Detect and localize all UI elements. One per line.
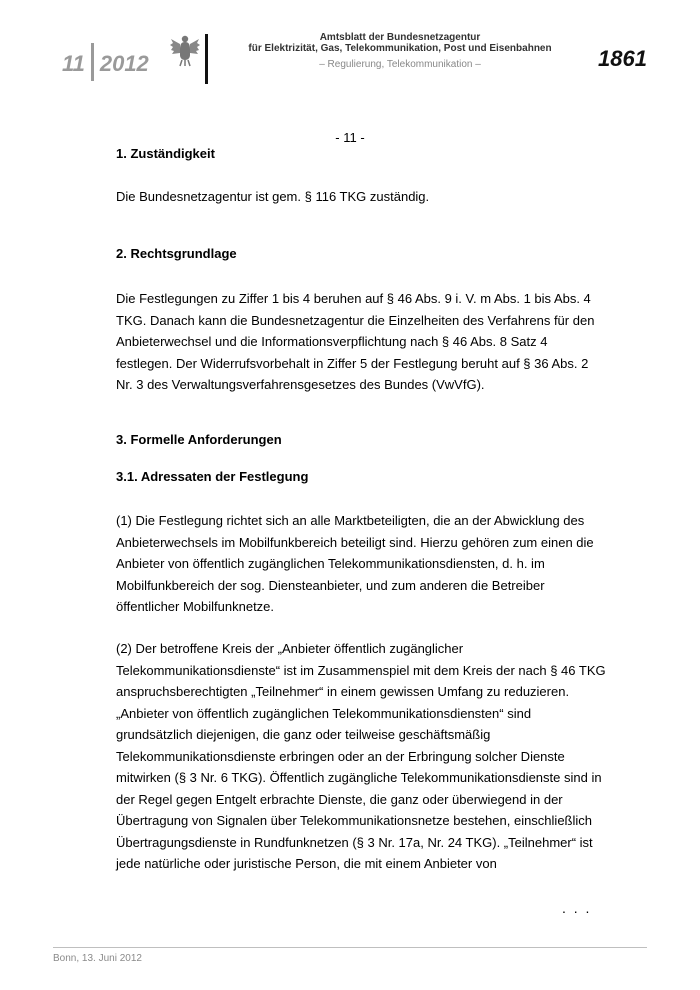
text-line: (2) Der betroffene Kreis der „Anbieter öffentlich zugänglicher <box>116 641 464 656</box>
page-marker: - 11 - <box>335 130 365 145</box>
text-line: grundsätzlich diejenigen, die ganz oder teilweise geschäftsmäßig <box>116 727 491 742</box>
text-line: festlegen. Der Widerrufsvorbehalt in Ziffer 5 der Festlegung beruht auf § 36 Abs. 2 <box>116 355 589 371</box>
text-line: öffentlicher Mobilfunknetze. <box>116 599 275 614</box>
text-line: mitwirken (§ 3 Nr. 6 TKG). Öffentlich zugängliche Telekommunikationsdienste sind in <box>116 770 602 785</box>
text-line: jede natürliche oder juristische Person, die mit einem Anbieter von <box>116 856 497 871</box>
footer-divider <box>53 947 647 948</box>
gazette-title: Amtsblatt der Bundesnetzagentur <box>319 32 481 43</box>
issue-number: 11 <box>62 50 85 76</box>
text-line: Die Festlegungen zu Ziffer 1 bis 4 beruhen auf § 46 Abs. 9 i. V. m Abs. 1 bis Abs. 4 <box>116 291 591 306</box>
federal-eagle-icon <box>170 33 200 67</box>
section-1-heading: 1. Zuständigkeit <box>116 146 215 161</box>
section-3-1-heading: 3.1. Adressaten der Festlegung <box>116 469 309 484</box>
text-line: anspruchsberechtigten „Teilnehmer“ in einem gewissen Umfang zu reduzieren. <box>116 684 570 699</box>
text-line: „Anbieter von öffentlich zugänglichen Telekommunikationsdiensten“ sind <box>116 705 532 721</box>
footer-date: Bonn, 13. Juni 2012 <box>53 953 142 964</box>
text-line: der Regel gegen Entgelt erbrachte Dienste, die ganz oder überwiegend in der <box>116 791 563 807</box>
continuation-marker: . . . <box>562 900 592 916</box>
text-line: Mobilfunkbereich der sog. Diensteanbieter, und zum anderen die Betreiber <box>116 577 545 593</box>
text-line: Nr. 3 des Verwaltungsverfahrensgesetzes des Bundes (VwVfG). <box>116 377 485 392</box>
paragraph-2 <box>116 638 606 875</box>
issue-separator <box>91 43 94 81</box>
text-line: Anbieterwechsel und die Informationsverpflichtung nach § 46 Abs. 8 Satz 4 <box>116 334 548 349</box>
issue-year: 2012 <box>99 50 149 76</box>
text-line: (1) Die Festlegung richtet sich an alle Marktbeteiligten, die an der Abwicklung des <box>116 513 585 528</box>
text-line: Anbieter von öffentlich zugänglichen Telekommunikationsdiensten, d. h. im <box>116 556 545 571</box>
section-3-heading: 3. Formelle Anforderungen <box>116 432 282 447</box>
gazette-subtitle: – Regulierung, Telekommunikation – <box>319 59 481 70</box>
text-line: TKG. Danach kann die Bundesnetzagentur die Einzelheiten des Verfahrens für den <box>116 312 595 328</box>
text-line: Telekommunikationsdienste“ ist im Zusammenspiel mit dem Kreis der nach § 46 TKG <box>116 662 606 678</box>
section-1-text: Die Bundesnetzagentur ist gem. § 116 TKG zuständig. <box>116 189 430 204</box>
text-line: Telekommunikationsdienste erbringen oder an der Erbringung solcher Dienste <box>116 748 565 764</box>
header-divider <box>205 34 208 84</box>
issue-label <box>62 46 149 84</box>
section-2-paragraph <box>116 288 594 396</box>
page-number: 1861 <box>598 46 647 71</box>
text-line: Anbieterwechsels im Mobilfunkbereich beteiligt sind. Hierzu gehören zum einen die <box>116 534 594 550</box>
text-line: Übertragungsdienste in Rundfunknetzen (§ 3 Nr. 17a, Nr. 24 TKG). „Teilnehmer“ ist <box>116 834 593 850</box>
section-2-heading: 2. Rechtsgrundlage <box>116 246 237 261</box>
gazette-title-line2: für Elektrizität, Gas, Telekommunikation, Post und Eisenbahnen <box>248 43 552 54</box>
paragraph-1 <box>116 510 594 618</box>
text-line: Übertragung von Signalen über Telekommunikationsnetze bestehen, einschließlich <box>116 813 592 828</box>
